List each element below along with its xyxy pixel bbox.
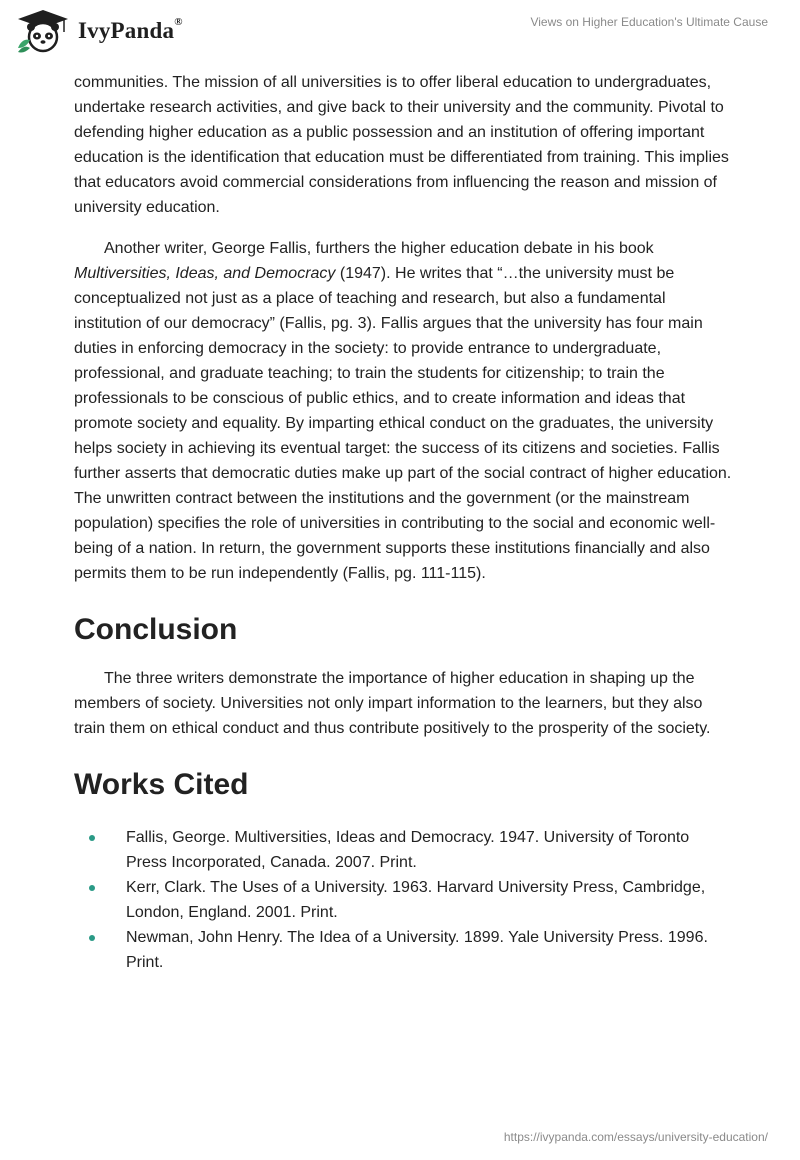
document-title: Views on Higher Education's Ultimate Cause xyxy=(530,15,768,29)
footer-url-link[interactable]: https://ivypanda.com/essays/university-education/ xyxy=(503,1130,768,1144)
body-paragraph-1: communities. The mission of all universities is to offer liberal education to undergraduates, undertake research activities, and give back to their university and the community. Pivotal to defending higher education as a public possession and an institution of offering important education is the identification that education must be differentiated from training. This implies that educators avoid commercial considerations from influencing the reason and mission of university education. xyxy=(74,74,729,216)
bullet-icon xyxy=(89,885,95,891)
panda-logo-icon xyxy=(14,8,72,54)
bullet-icon xyxy=(89,835,95,841)
citation-list xyxy=(74,825,734,975)
ivypanda-logo[interactable] xyxy=(14,8,183,54)
conclusion-paragraph: The three writers demonstrate the importance of higher education in shaping up the members of society. Universities not only impart information to the learners, but they also train them on ethical conduct and thus contribute positively to the prosperity of the society. xyxy=(74,670,711,737)
page-header xyxy=(0,0,800,70)
body-paragraph-2: Another writer, George Fallis, furthers the higher education debate in his book Multiversities, Ideas, and Democracy (1947). He writes that “…the university must be conceptualized not just as a place of teaching and research, but also a fundamental institution of our democracy” (Fallis, pg. 3). Fallis argues that the university has four main duties in enforcing democracy in the society: to provide entrance to undergraduate, professional, and graduate teaching; to train the students for citizenship; to train the professionals to be conscious of public ethics, and to create information and ideas that promote society and equality. By imparting ethical conduct on the graduates, the university helps society in achieving its eventual target: the success of its citizens and societies. Fallis further asserts that democratic duties make up part of the social contract of higher education. The unwritten contract between the institutions and the government (or the mainstream population) specifies the role of universities in contributing to the social and economic well-being of a nation. In return, the government supports these institutions financially and also permits them to be run independently (Fallis, pg. 111-115). xyxy=(74,240,732,582)
citation-item: Fallis, George. Multiversities, Ideas and Democracy. 1947. University of Toronto Press Incorporated, Canada. 2007. Print. xyxy=(74,825,734,875)
citation-item: Kerr, Clark. The Uses of a University. 1963. Harvard University Press, Cambridge, London, England. 2001. Print. xyxy=(74,875,734,925)
essay-content xyxy=(74,70,734,975)
works-cited-heading: Works Cited xyxy=(74,768,249,801)
conclusion-heading: Conclusion xyxy=(74,613,238,646)
bullet-icon xyxy=(89,935,95,941)
book-title: Multiversities, Ideas, and Democracy xyxy=(74,265,336,282)
logo-wordmark: IvyPanda® xyxy=(78,16,183,43)
citation-item: Newman, John Henry. The Idea of a University. 1899. Yale University Press. 1996. Print. xyxy=(74,925,734,975)
